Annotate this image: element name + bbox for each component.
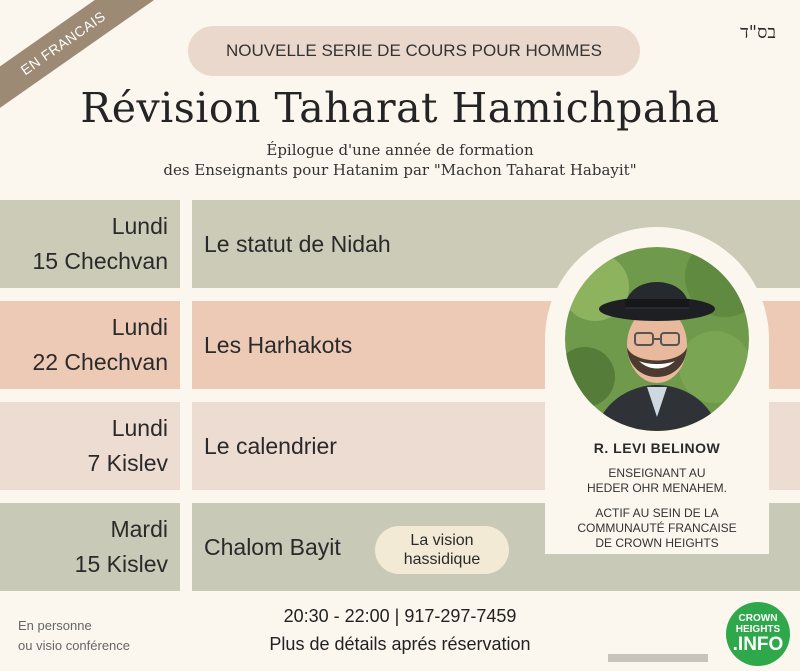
logo-strip	[608, 654, 708, 662]
course-day: Lundi	[111, 415, 168, 441]
course-date-text: 15 Kislev	[74, 551, 168, 577]
course-date-text: 22 Chechvan	[32, 349, 168, 375]
logo-line-1: CROWN	[738, 613, 778, 624]
page-title: Révision Taharat Hamichpaha	[80, 84, 720, 132]
attendance-line-1: En personne	[18, 618, 92, 633]
reservation-note: Plus de détails aprés réservation	[269, 634, 531, 654]
attendance-line-2: ou visio conférence	[18, 638, 131, 653]
course-date-text: 15 Chechvan	[32, 248, 168, 274]
subtitle-line-2: des Enseignants pour Hatanim par "Machon Taharat Habayit"	[163, 161, 637, 179]
series-pill: NOUVELLE SERIE DE COURS POUR HOMMES	[188, 26, 640, 76]
course-date	[0, 200, 180, 288]
course-date	[0, 503, 180, 591]
teacher-community-line-3: DE CROWN HEIGHTS	[595, 536, 719, 550]
course-date-text: 7 Kislev	[87, 450, 168, 476]
course-day: Mardi	[110, 516, 168, 542]
course-day: Lundi	[111, 213, 168, 239]
subtitle-line-1: Épilogue d'une année de formation	[266, 141, 534, 159]
teacher-photo	[565, 247, 749, 431]
subtitle	[0, 140, 800, 180]
teacher-role-line-2: HEDER OHR MENAHEM.	[586, 481, 727, 495]
bsd-mark: בס"ד	[740, 22, 776, 43]
course-topic: Chalom Bayit	[192, 503, 800, 591]
course-date	[0, 301, 180, 389]
vision-tag	[375, 526, 509, 574]
teacher-name: R. LEVI BELINOW	[593, 440, 721, 456]
teacher-community-line-2: COMMUNAUTÉ FRANCAISE	[577, 521, 737, 535]
crown-heights-logo	[726, 602, 790, 666]
course-day: Lundi	[111, 314, 168, 340]
teacher-role-line-1: ENSEIGNANT AU	[608, 466, 706, 480]
course-topic: Le calendrier	[192, 402, 800, 490]
course-topic: Les Harhakots	[192, 301, 800, 389]
vision-tag-line-1: La vision	[410, 532, 474, 549]
time-and-phone: 20:30 - 22:00 | 917-297-7459	[283, 606, 517, 626]
vision-tag-line-2: hassidique	[403, 551, 481, 568]
course-date	[0, 402, 180, 490]
logo-line-3: .INFO	[732, 634, 784, 655]
logo-line-2: HEIGHTS	[735, 624, 781, 635]
teacher-community-line-1: ACTIF AU SEIN DE LA	[595, 506, 719, 520]
course-topic: Le statut de Nidah	[192, 200, 800, 288]
language-ribbon: EN FRANCAIS	[0, 0, 159, 117]
attendance-mode	[18, 616, 130, 656]
